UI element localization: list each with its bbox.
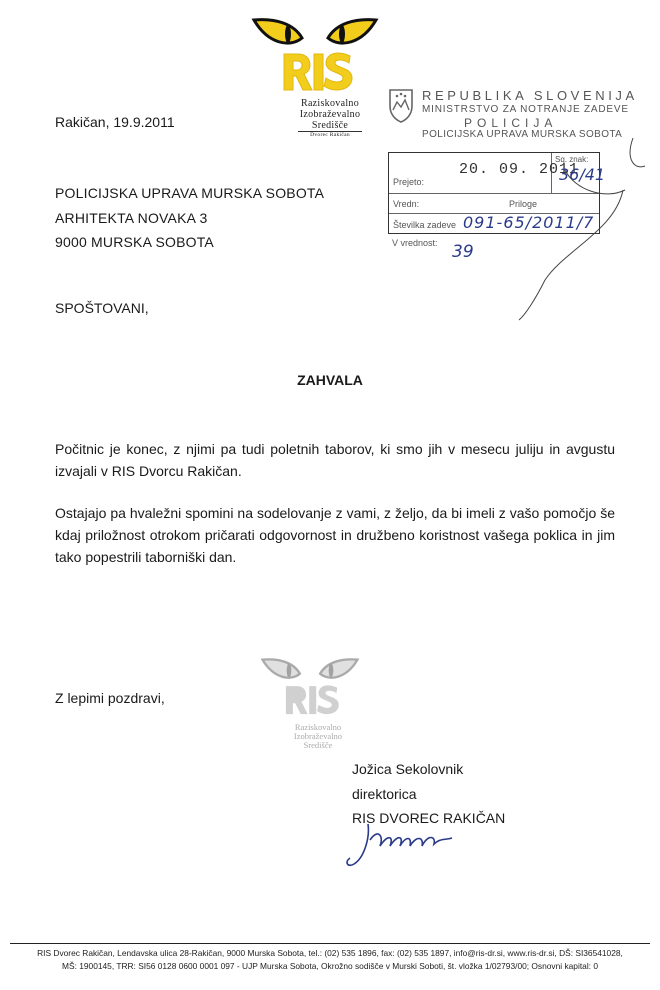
- sq-value: 36/41: [559, 165, 606, 184]
- logo-line-1: Raziskovalno: [300, 98, 360, 109]
- greeting: SPOŠTOVANI,: [55, 300, 149, 316]
- letter-title: ZAHVALA: [297, 372, 363, 388]
- stamp-republic: REPUBLIKA SLOVENIJA: [422, 88, 638, 103]
- ris-logo: [250, 14, 380, 146]
- in-value: 39: [452, 242, 474, 262]
- faded-logo-line-1: Raziskovalno: [294, 722, 342, 732]
- footer-line-2: MŠ: 1900145, TRR: SI56 0128 0600 0001 097 - UJP Murska Sobota, Okrožno sodišče v Murski Soboti, št. vložka 1/02793/00; Osnovni kapital: 0: [62, 961, 598, 971]
- faded-cat-eyes-icon: [255, 655, 365, 725]
- logo-line-2: Izobraževalno: [299, 109, 361, 120]
- faded-logo-line-2: Izobraževalno: [293, 731, 343, 741]
- value-label: Vredn:: [393, 199, 420, 209]
- place-date: Rakičan, 19.9.2011: [55, 114, 175, 130]
- case-label: Številka zadeve: [393, 220, 457, 230]
- faded-logo-line-3: Središče: [303, 740, 333, 750]
- sq-label: Sq. znak:: [555, 155, 589, 164]
- coat-of-arms-icon: [388, 88, 414, 124]
- signatory-org: RIS DVOREC RAKIČAN: [352, 810, 506, 826]
- logo-line-3: Središče: [311, 120, 349, 131]
- stamp-police: POLICIJA: [464, 116, 558, 130]
- received-date: 20. 09. 2011: [459, 161, 580, 178]
- received-label: Prejeto:: [393, 177, 425, 187]
- closing: Z lepimi pozdravi,: [55, 690, 165, 706]
- recipient-line-3: 9000 MURSKA SOBOTA: [55, 234, 214, 250]
- stamp-ministry: MINISTRSTVO ZA NOTRANJE ZADEVE: [422, 104, 629, 115]
- cat-eyes-icon: [250, 14, 380, 104]
- paragraph-1: Počitnic je konec, z njimi pa tudi poletnih taborov, ki smo jih v mesecu juliju in avgustu izvajali v RIS Dvorcu Rakičan.: [55, 441, 615, 479]
- paragraph-2: Ostajajo pa hvaležni spomini na sodelovanje z vami, z željo, da bi imeli z vašo pomočjo še kdaj priložnost otrokom pričarati odgovornost in družbeno koristnost vašega poklica in jim tako popestrili taborniški dan.: [55, 505, 615, 565]
- case-number: 091-65/2011/7: [463, 213, 595, 232]
- footer-divider: [10, 943, 650, 944]
- in-value-label: V vrednost:: [392, 238, 438, 248]
- logo-line-4: Dvorec Rakičan: [310, 132, 350, 138]
- footer-line-1: RIS Dvorec Rakičan, Lendavska ulica 28-Rakičan, 9000 Murska Sobota, tel.: (02) 535 1896, fax: (02) 535 1897, info@ris-dr.si, www.ris-dr.si, DŠ: SI36541028,: [37, 948, 623, 958]
- stamp-scribble-icon: [505, 130, 655, 330]
- stamp-police-admin: POLICIJSKA UPRAVA MURSKA SOBOTA: [422, 129, 623, 140]
- recipient-line-1: POLICIJSKA UPRAVA MURSKA SOBOTA: [55, 185, 325, 201]
- faded-logo-stamp: [255, 655, 365, 765]
- handwritten-signature-icon: [340, 818, 460, 878]
- attachments-label: Priloge: [509, 199, 538, 209]
- signatory-name: Jožica Sekolovnik: [352, 761, 464, 777]
- signatory-role: direktorica: [352, 786, 417, 802]
- recipient-line-2: ARHITEKTA NOVAKA 3: [55, 210, 208, 226]
